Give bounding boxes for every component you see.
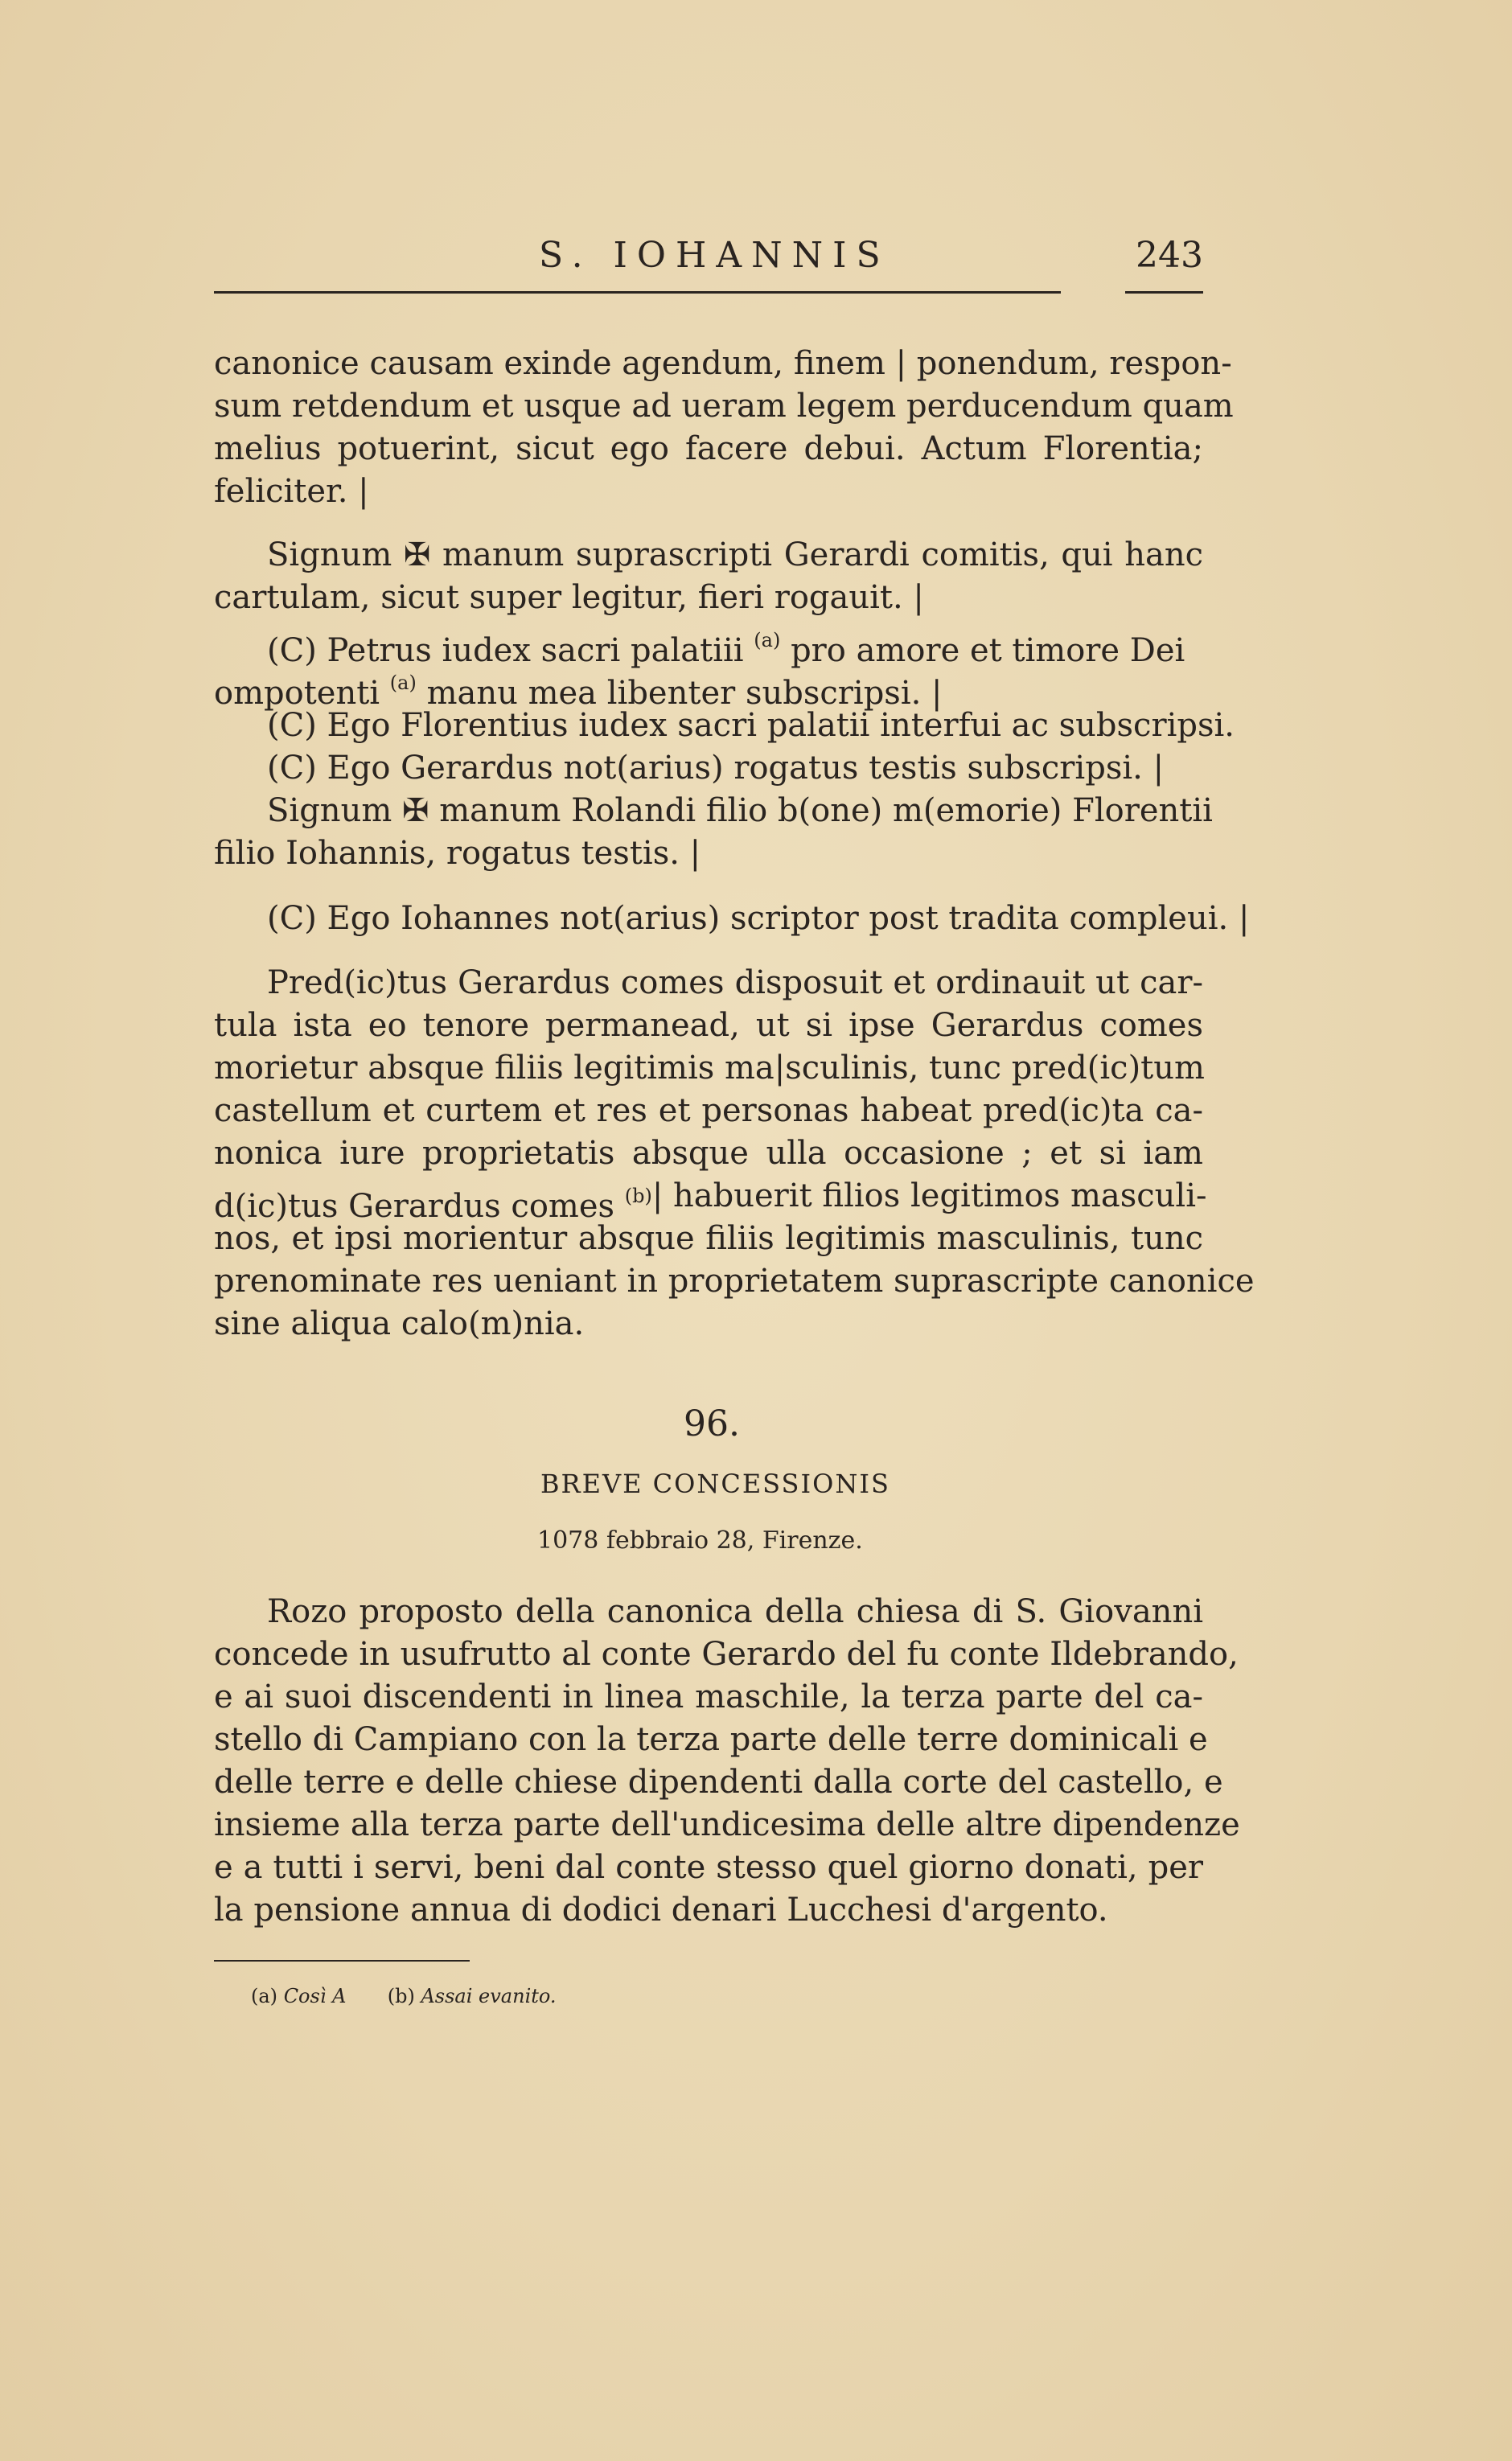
- text-line: Signum ✠ manum suprascripti Gerardi comitis, qui hanc: [267, 536, 1203, 573]
- text-line: tula ista eo tenore permanead, ut si ipse Gerardus comes: [214, 1007, 1203, 1044]
- subscriptions: [214, 705, 1235, 790]
- text-line: e ai suoi discendenti in linea maschile, la terza parte del ca-: [214, 1678, 1203, 1715]
- text-line: delle terre e delle chiese dipendenti dalla corte del castello, e: [214, 1764, 1223, 1801]
- text-line: nos, et ipsi morientur absque filiis legitimis masculinis, tunc: [214, 1220, 1203, 1257]
- text-segment: pro amore et timore Dei: [791, 632, 1185, 669]
- text-segment: manu mea libenter subscripsi. |: [426, 675, 943, 712]
- text-line: prenominate res ueniant in proprietatem suprascripte canonice: [214, 1263, 1255, 1300]
- text-line: (C) Ego Florentius iudex sacri palatii interfui ac subscripsi.: [267, 707, 1235, 744]
- text-segment: ompotenti: [214, 675, 380, 712]
- text-segment: (C) Petrus iudex sacri palatiii: [267, 632, 744, 669]
- footnote-b-label: (b): [387, 1985, 415, 2007]
- subscription-scriptor: [214, 898, 1250, 940]
- document-date: 1078 febbraio 28, Firenze.: [537, 1526, 863, 1555]
- signum-rolandi: [214, 790, 1213, 875]
- running-header: [214, 235, 1203, 283]
- subscription-petrus: [214, 619, 1203, 712]
- text-line: filio Iohannis, rogatus testis. |: [214, 835, 701, 872]
- text-line: Pred(ic)tus Gerardus comes disposuit et ordinauit ut car-: [267, 964, 1203, 1001]
- text-line: (C) Ego Iohannes not(arius) scriptor post tradita compleui. |: [267, 900, 1250, 937]
- text-segment: d(ic)tus Gerardus comes $^{(b)}$: [214, 1185, 652, 1225]
- paragraph-disposition: [214, 962, 1255, 1346]
- text-line: feliciter. |: [214, 473, 369, 510]
- footnote-ref: (b): [624, 1185, 652, 1207]
- text-line: morietur absque filiis legitimis ma|sculinis, tunc pred(ic)tum: [214, 1050, 1205, 1087]
- footnotes: [251, 1985, 557, 2007]
- document-summary: [214, 1591, 1240, 1932]
- header-title: S. IOHANNIS: [539, 235, 890, 276]
- document-title: BREVE CONCESSIONIS: [540, 1469, 890, 1499]
- signum-gerardi: [214, 534, 1203, 619]
- text-line: Rozo proposto della canonica della chiesa di S. Giovanni: [267, 1593, 1203, 1630]
- footnote-a-label: (a): [251, 1985, 278, 2007]
- text-line: sine aliqua calo(m)nia.: [214, 1305, 585, 1342]
- text-line: e a tutti i servi, beni dal conte stesso quel giorno donati, per: [214, 1849, 1203, 1886]
- text-segment: | habuerit filios legitimos masculi-: [651, 1177, 1207, 1214]
- paragraph-closing-formula: [214, 343, 1234, 513]
- text-line: la pensione annua di dodici denari Lucchesi d'argento.: [214, 1892, 1108, 1929]
- document-number: 96.: [684, 1403, 740, 1444]
- text-line: concede in usufrutto al conte Gerardo del fu conte Ildebrando,: [214, 1636, 1239, 1673]
- text-line: (C) Ego Gerardus not(arius) rogatus testis subscripsi. |: [267, 750, 1165, 787]
- footnote-rule: [214, 1960, 470, 1962]
- page-number: 243: [1136, 235, 1203, 276]
- text-line: stello di Campiano con la terza parte delle terre dominicali e: [214, 1721, 1208, 1758]
- text-line: [214, 1175, 1207, 1225]
- footnote-ref: (a): [389, 672, 417, 694]
- text-line: nonica iure proprietatis absque ulla occasione ; et si iam: [214, 1135, 1203, 1172]
- text-line: Signum ✠ manum Rolandi filio b(one) m(emorie) Florentii: [267, 792, 1213, 829]
- footnote-b-text: Assai evanito.: [421, 1985, 557, 2007]
- footnote-a-text: Così A: [283, 1985, 347, 2007]
- text-line: sum retdendum et usque ad ueram legem perducendum quam: [214, 388, 1234, 425]
- text-line: melius potuerint, sicut ego facere debui. Actum Florentia;: [214, 430, 1203, 467]
- header-rule: [214, 291, 1203, 294]
- text-line: castellum et curtem et res et personas habeat pred(ic)ta ca-: [214, 1092, 1203, 1129]
- text-line: [214, 619, 1203, 669]
- text-line: insieme alla terza parte dell'undicesima delle altre dipendenze: [214, 1806, 1240, 1843]
- text-line: canonice causam exinde agendum, finem | ponendum, respon-: [214, 345, 1232, 382]
- text-line: cartulam, sicut super legitur, fieri rogauit. |: [214, 579, 924, 616]
- footnote-ref: (a): [754, 629, 781, 651]
